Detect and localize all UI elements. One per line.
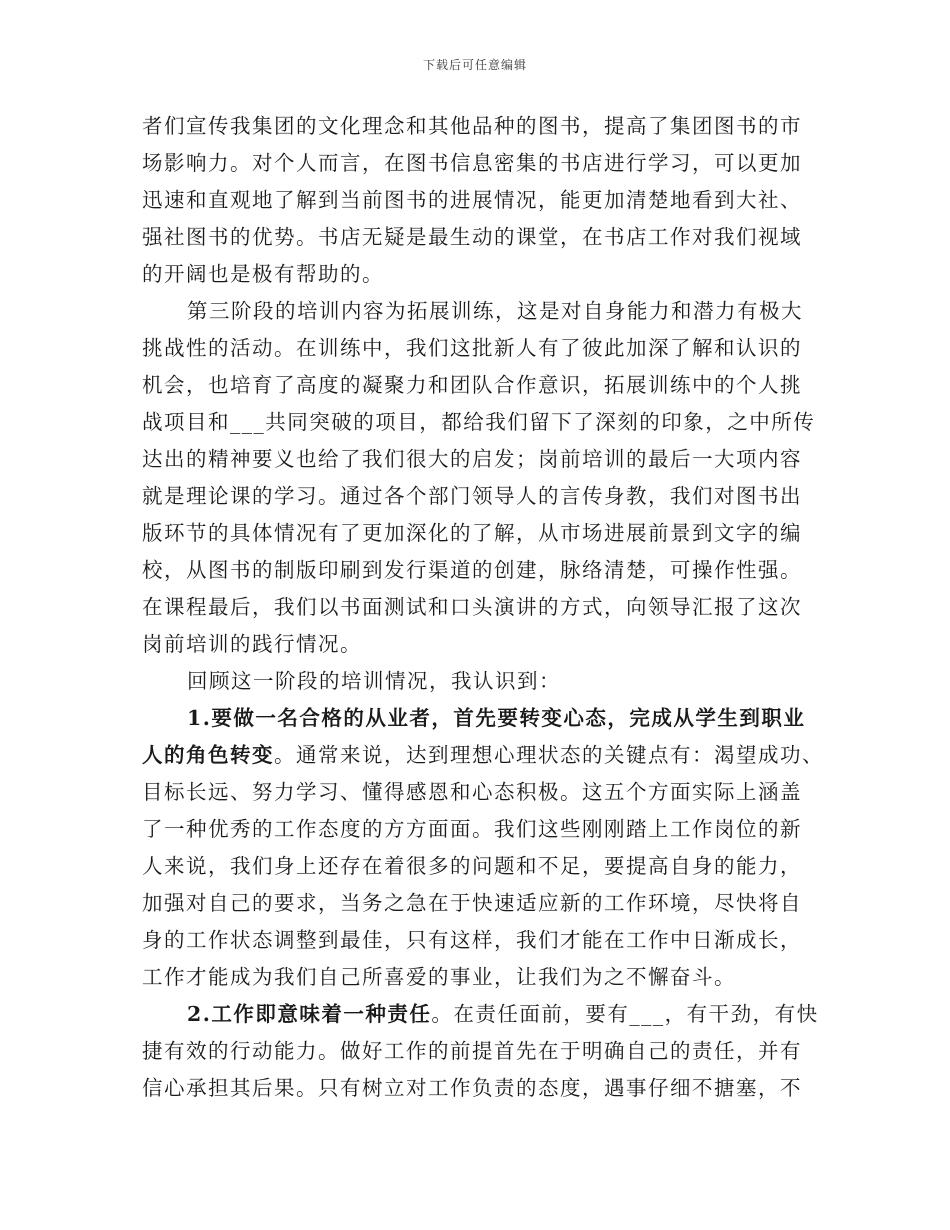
text-line — [142, 996, 819, 1033]
text-line: 在课程最后，我们以书面测试和口头演讲的方式，向领导汇报了这次 — [142, 595, 802, 619]
text-line: 信心承担其后果。只有树立对工作负责的态度，遇事仔细不搪塞，不 — [142, 1076, 802, 1100]
text-line: 捷有效的行动能力。做好工作的前提首先在于明确自己的责任，并有 — [142, 1039, 802, 1063]
text-line: 就是理论课的学习。通过各个部门领导人的言传身教，我们对图书出 — [142, 484, 802, 508]
text-line: 者们宣传我集团的文化理念和其他品种的图书，提高了集团图书的市 — [142, 114, 802, 138]
bold-heading-text: 2.工作即意味着一种责任 — [187, 1002, 432, 1026]
text-line: 岗前培训的践行情况。 — [142, 632, 362, 656]
text-line: 工作才能成为我们自己所喜爱的事业，让我们为之不懈奋斗。 — [142, 965, 736, 989]
text-line: 场影响力。对个人而言，在图书信息密集的书店进行学习，可以更加 — [142, 151, 802, 175]
bold-heading-text: 1.要做一名合格的从业者，首先要转变心态，完成从学生到职业 — [187, 706, 806, 730]
text-line: 强社图书的优势。书店无疑是最生动的课堂，在书店工作对我们视域 — [142, 225, 802, 249]
text-line: 机会，也培育了高度的凝聚力和团队合作意识，拓展训练中的个人挑 — [142, 373, 802, 397]
text-line — [142, 700, 812, 737]
line-text: 。在责任面前，要有___，有干劲，有快 — [431, 1002, 819, 1026]
document-body — [142, 108, 824, 1107]
line-text: 。通常来说，达到理想心理状态的关键点有：渴望成功、 — [274, 743, 824, 767]
page-header-note: 下载后可任意编辑 — [422, 58, 527, 72]
text-line — [142, 737, 824, 774]
text-line: 回顾这一阶段的培训情况，我认识到： — [187, 669, 561, 693]
text-line: 人来说，我们身上还存在着很多的问题和不足，要提高自身的能力， — [142, 854, 802, 878]
bold-heading-text: 人的角色转变 — [142, 743, 274, 767]
text-line: 第三阶段的培训内容为拓展训练，这是对自身能力和潜力有极大 — [187, 299, 803, 323]
text-line: 迅速和直观地了解到当前图书的进展情况，能更加清楚地看到大社、 — [142, 188, 802, 212]
text-line: 身的工作状态调整到最佳，只有这样，我们才能在工作中日渐成长， — [142, 928, 802, 952]
text-line: 了一种优秀的工作态度的方方面面。我们这些刚刚踏上工作岗位的新 — [142, 817, 802, 841]
text-line: 挑战性的活动。在训练中，我们这批新人有了彼此加深了解和认识的 — [142, 336, 802, 360]
text-line: 的开阔也是极有帮助的。 — [142, 262, 384, 286]
text-line: 达出的精神要义也给了我们很大的启发；岗前培训的最后一大项内容 — [142, 447, 802, 471]
text-line: 版环节的具体情况有了更加深化的了解，从市场进展前景到文字的编 — [142, 521, 802, 545]
text-line: 校，从图书的制版印刷到发行渠道的创建，脉络清楚，可操作性强。 — [142, 558, 802, 582]
text-line: 加强对自己的要求，当务之急在于快速适应新的工作环境，尽快将自 — [142, 891, 802, 915]
text-line: 目标长远、努力学习、懂得感恩和心态积极。这五个方面实际上涵盖 — [142, 780, 802, 804]
text-line: 战项目和___共同突破的项目，都给我们留下了深刻的印象，之中所传 — [142, 410, 816, 434]
